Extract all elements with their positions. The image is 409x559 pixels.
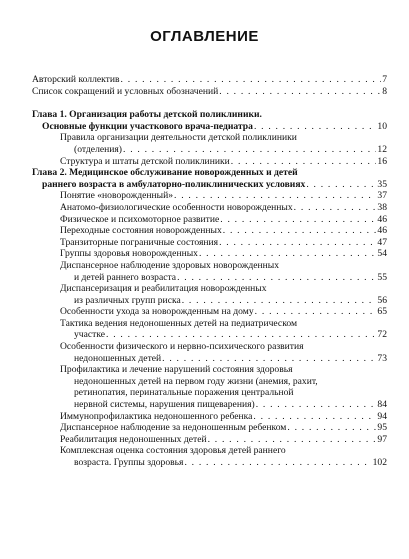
page-title: ОГЛАВЛЕНИЕ xyxy=(150,28,259,45)
toc-page-number: 84 xyxy=(377,399,387,411)
toc-entry[interactable] xyxy=(32,341,387,364)
dot-leader xyxy=(256,399,377,411)
dot-leader xyxy=(182,295,377,307)
toc-page-number: 97 xyxy=(377,433,387,445)
toc-entry[interactable] xyxy=(32,306,387,318)
toc-entry[interactable] xyxy=(32,132,387,155)
toc-entry[interactable] xyxy=(32,318,387,341)
toc-entry-title: Переходные состояния новорожденных xyxy=(60,225,222,237)
dot-leader xyxy=(223,225,377,237)
toc-entry-title: Авторский коллектив xyxy=(32,74,120,85)
toc-entry[interactable] xyxy=(32,411,387,423)
toc-page-number: 38 xyxy=(377,201,387,213)
toc-entry-title: Профилактика и лечение нарушений состояния здоровья xyxy=(60,364,293,376)
toc-entry-title: участке xyxy=(74,329,106,341)
toc-entry-title: возраста. Группы здоровья xyxy=(74,457,184,468)
dot-leader xyxy=(306,179,376,191)
toc-entry[interactable] xyxy=(32,248,387,260)
toc-page-number: 47 xyxy=(377,236,387,248)
dot-leader xyxy=(231,156,377,168)
dot-leader xyxy=(123,144,376,156)
toc-entry-title: Список сокращений и условных обозначений xyxy=(32,85,219,97)
toc-chapter-1[interactable] xyxy=(32,109,387,132)
toc-entry-title: Группы здоровья новорожденных xyxy=(60,248,198,260)
toc-page-number: 10 xyxy=(377,120,387,132)
dot-leader xyxy=(208,434,377,446)
dot-leader xyxy=(106,329,376,341)
toc-entry-title: недоношенных детей xyxy=(74,352,162,364)
toc-entry[interactable] xyxy=(32,283,387,306)
toc-entry-title: из различных групп риска xyxy=(74,294,181,306)
toc-entry-title: Особенности физического и нервно-психического развития xyxy=(60,341,304,353)
toc-entry-title: Диспансерное наблюдение за недоношенным ребенком xyxy=(60,422,287,434)
toc-entry-title: и детей раннего возраста xyxy=(74,271,177,283)
toc-entry[interactable] xyxy=(32,202,387,214)
toc-entry-title: Диспансеризация и реабилитация новорожденных xyxy=(60,283,267,295)
dot-leader xyxy=(287,422,376,434)
toc-entry-title: Реабилитация недоношенных детей xyxy=(60,433,207,445)
toc-page-number: 46 xyxy=(377,213,387,225)
dot-leader xyxy=(177,272,376,284)
toc-page-number: 37 xyxy=(377,190,387,202)
toc-entry[interactable] xyxy=(32,364,387,410)
toc-entry-abbreviations[interactable] xyxy=(32,86,387,98)
dot-leader xyxy=(254,121,376,133)
toc-page-number: 95 xyxy=(377,422,387,434)
toc-page-number: 65 xyxy=(377,306,387,318)
toc-entry[interactable] xyxy=(32,422,387,434)
toc-page-number: 73 xyxy=(377,352,387,364)
chapter-title-line: Глава 1. Организация работы детской поликлиники. xyxy=(32,109,262,121)
dot-leader xyxy=(219,86,381,98)
toc-entry[interactable] xyxy=(32,237,387,249)
toc-page-number: 8 xyxy=(382,85,387,97)
toc-page-number: 56 xyxy=(377,294,387,306)
toc-entry-title: Анатомо-физиологические особенности новорожденных xyxy=(60,201,293,213)
toc-entry-title: Физическое и психомоторное развитие xyxy=(60,213,220,225)
toc-entry-title: (отделения) xyxy=(74,143,122,155)
toc-page-number: 16 xyxy=(377,155,387,167)
toc-entry-title: Иммунопрофилактика недоношенного ребенка xyxy=(60,410,253,422)
toc-entry-title: Особенности ухода за новорожденным на дому xyxy=(60,306,254,318)
chapter-title-line: Глава 2. Медицинское обслуживание новорожденных и детей xyxy=(32,167,298,179)
dot-leader xyxy=(219,237,376,249)
dot-leader xyxy=(253,411,376,423)
toc-entry-title: Структура и штаты детской поликлиники xyxy=(60,155,230,167)
chapter-title-line: раннего возраста в амбулаторно-поликлинических условиях xyxy=(42,178,306,190)
toc-page-number: 7 xyxy=(382,74,387,85)
toc-entry-title: недоношенных детей на первом году жизни (анемия, рахит, xyxy=(74,375,318,387)
toc-entry[interactable] xyxy=(32,156,387,168)
dot-leader xyxy=(255,306,377,318)
toc-page-number: 102 xyxy=(372,457,387,468)
toc-entry-title: Понятие «новорожденный» xyxy=(60,190,174,202)
toc-entry-title: Правила организации деятельности детской поликлиники xyxy=(60,132,297,144)
toc-entry-title: нервной системы, нарушения пищеварения) xyxy=(74,399,255,411)
toc-entry-title: Транзиторные пограничные состояния xyxy=(60,236,219,248)
toc-page-number: 46 xyxy=(377,225,387,237)
toc-entry-title: ретинопатия, перинатальные поражения центральной xyxy=(74,387,294,399)
dot-leader xyxy=(294,202,377,214)
toc-entry-authors[interactable] xyxy=(32,74,387,86)
dot-leader xyxy=(199,248,376,260)
toc-page-number: 55 xyxy=(377,271,387,283)
toc-page-number: 72 xyxy=(377,329,387,341)
toc-chapter-2[interactable] xyxy=(32,167,387,190)
toc-entry[interactable] xyxy=(32,445,387,468)
toc-page-number: 54 xyxy=(377,248,387,260)
toc-entry[interactable] xyxy=(32,190,387,202)
toc-page-number: 12 xyxy=(377,143,387,155)
toc-entry[interactable] xyxy=(32,260,387,283)
toc-entry-title: Тактика ведения недоношенных детей на педиатрическом xyxy=(60,317,298,329)
toc-entry[interactable] xyxy=(32,434,387,446)
toc-entry-title: Диспансерное наблюдение здоровых новорожденных xyxy=(60,259,280,271)
toc-entry-title: Комплексная оценка состояния здоровья детей раннего xyxy=(60,445,286,457)
toc-page-number: 35 xyxy=(377,178,387,190)
chapter-title-line: Основные функции участкового врача-педиатра xyxy=(42,120,253,132)
toc-entry[interactable] xyxy=(32,225,387,237)
dot-leader xyxy=(220,214,376,226)
dot-leader xyxy=(174,190,376,202)
dot-leader xyxy=(162,353,376,365)
dot-leader xyxy=(184,457,371,469)
toc-entry[interactable] xyxy=(32,214,387,226)
toc-page-number: 94 xyxy=(377,410,387,422)
table-of-contents xyxy=(32,74,387,469)
dot-leader xyxy=(121,74,382,86)
